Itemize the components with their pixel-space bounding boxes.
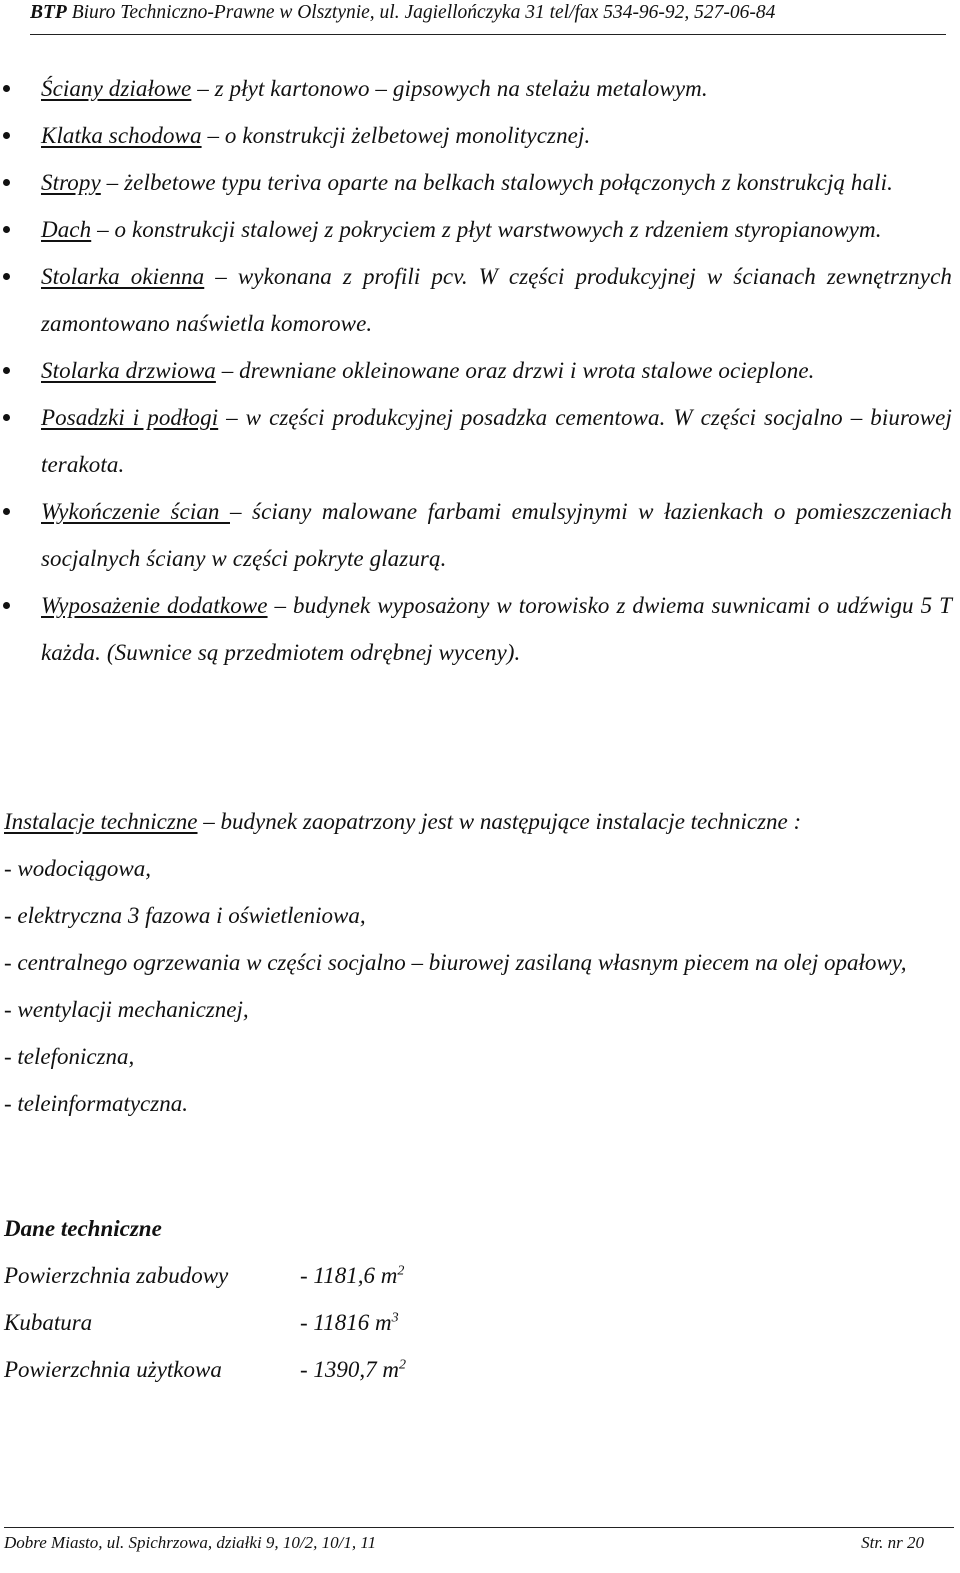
- technical-row: [4, 1346, 604, 1393]
- bullet-icon: [3, 273, 10, 280]
- item-term: Stolarka drzwiowa: [41, 358, 216, 383]
- technical-label: Powierzchnia użytkowa: [4, 1357, 222, 1382]
- installations-text: – budynek zaopatrzony jest w następujące instalacje techniczne :: [197, 809, 802, 834]
- technical-label: Kubatura: [4, 1310, 93, 1335]
- bullet-icon: [3, 179, 10, 186]
- item-text: – budynek wyposażony w torowisko z dwiema suwnicami o udźwigu 5 T każda. (Suwnice są przedmiotem odrębnej wyceny).: [41, 593, 952, 665]
- installation-item: - wentylacji mechanicznej,: [4, 997, 249, 1022]
- list-item: [0, 582, 960, 676]
- bullet-icon: [3, 414, 10, 421]
- item-text: – ściany malowane farbami emulsyjnymi w łazienkach o pomieszczeniach socjalnych ściany w części pokryte glazurą.: [41, 499, 953, 571]
- item-text: – o konstrukcji stalowej z pokryciem z płyt warstwowych z rdzeniem styropianowym.: [91, 217, 882, 242]
- installations-term: Instalacje techniczne: [4, 809, 198, 834]
- bullet-icon: [3, 226, 10, 233]
- technical-value: - 1390,7 $m^2$: [300, 1357, 407, 1382]
- bullet-icon: [3, 367, 10, 374]
- list-item: [0, 253, 960, 347]
- item-term: Wyposażenie dodatkowe: [41, 593, 268, 618]
- bullet-icon: [3, 132, 10, 139]
- item-text: – żelbetowe typu teriva oparte na belkach stalowych połączonych z konstrukcją hali.: [100, 170, 893, 195]
- item-term: Wykończenie ścian: [41, 499, 230, 524]
- technical-label: Powierzchnia zabudowy: [4, 1263, 229, 1288]
- list-item: [0, 488, 960, 582]
- item-term: Klatka schodowa: [41, 123, 202, 148]
- page-number: Str. nr 20: [861, 1533, 924, 1552]
- list-item: [0, 206, 960, 253]
- technical-data-section: [4, 1205, 604, 1393]
- bullet-icon: [3, 508, 10, 515]
- technical-value: - 1181,6 $m^2$: [300, 1263, 405, 1288]
- page-footer: [4, 1527, 954, 1556]
- installation-item: - teleinformatyczna.: [4, 1091, 188, 1116]
- item-text: – wykonana z profili pcv. W części produkcyjnej w ścianach zewnętrznych zamontowano naświetla komorowe.: [41, 264, 952, 336]
- list-item: [0, 65, 960, 112]
- technical-row: [4, 1299, 604, 1346]
- installation-item: - wodociągowa,: [4, 856, 151, 881]
- installation-item: - telefoniczna,: [4, 1044, 135, 1069]
- item-text: – drewniane okleinowane oraz drzwi i wrota stalowe ocieplone.: [215, 358, 815, 383]
- item-term: Dach: [41, 217, 92, 242]
- technical-value: - 11816 $m^3$: [300, 1310, 399, 1335]
- installation-item: - elektryczna 3 fazowa i oświetleniowa,: [4, 903, 366, 928]
- header-text: Biuro Techniczno-Prawne w Olsztynie, ul. Jagiellończyka 31 tel/fax 534-96-92, 527-06-84: [71, 2, 776, 23]
- item-text: – w części produkcyjnej posadzka cementowa. W części socjalno – biurowej terakota.: [41, 405, 952, 477]
- footer-address: Dobre Miasto, ul. Spichrzowa, działki 9, 10/2, 10/1, 11: [4, 1533, 377, 1552]
- item-term: Stolarka okienna: [41, 264, 205, 289]
- item-text: – z płyt kartonowo – gipsowych na stelażu metalowym.: [191, 76, 708, 101]
- list-item: [0, 394, 960, 488]
- bullet-icon: [3, 602, 10, 609]
- item-text: – o konstrukcji żelbetowej monolitycznej.: [201, 123, 591, 148]
- technical-heading: Dane techniczne: [4, 1216, 162, 1241]
- installations-intro: [4, 798, 952, 845]
- building-elements-list: [0, 65, 960, 676]
- list-item: [0, 159, 960, 206]
- installation-item: - centralnego ogrzewania w części socjalno – biurowej zasilaną własnym piecem na olej opałowy,: [4, 950, 907, 975]
- item-term: Ściany działowe: [41, 76, 192, 101]
- list-item: [0, 112, 960, 159]
- list-item: [0, 347, 960, 394]
- page-header: [30, 0, 946, 35]
- technical-row: [4, 1252, 604, 1299]
- item-term: Stropy: [41, 170, 101, 195]
- installations-section: [4, 798, 952, 1127]
- bullet-icon: [3, 85, 10, 92]
- header-brand: BTP: [30, 2, 67, 23]
- item-term: Posadzki i podłogi: [41, 405, 219, 430]
